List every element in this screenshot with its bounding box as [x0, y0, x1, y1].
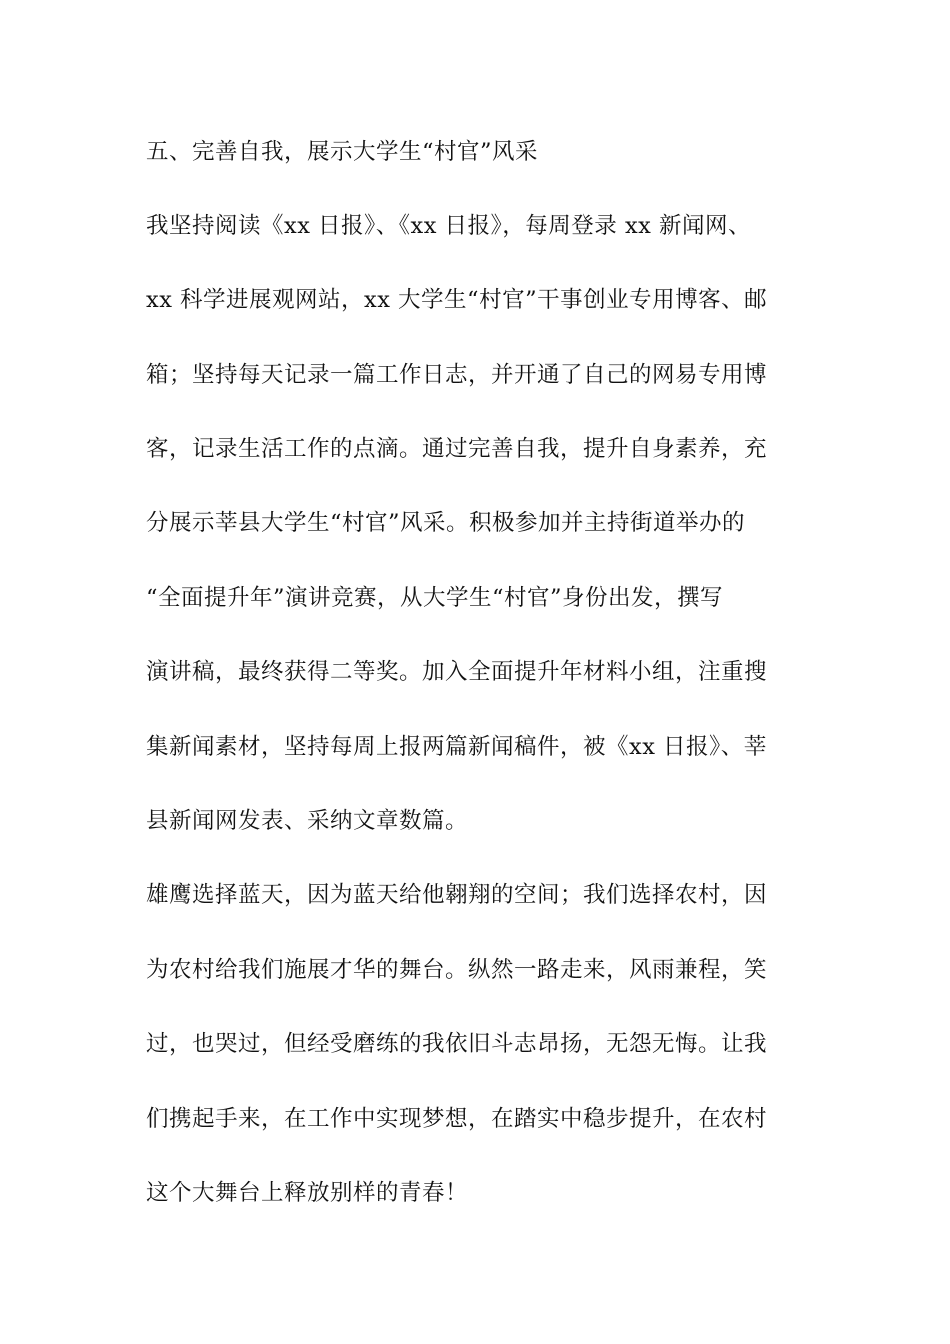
paragraph-2-line-5: 这个大舞台上释放别样的青春！	[146, 1180, 469, 1206]
paragraph-1-line-1: 我坚持阅读《xx 日报》、《xx 日报》，每周登录 xx 新闻网、	[146, 213, 751, 239]
paragraph-2-line-2: 为农村给我们施展才华的舞台。纵然一路走来，风雨兼程，笑	[146, 957, 768, 983]
section-heading: 五、完善自我，展示大学生“村官”风采	[146, 139, 539, 165]
paragraph-1-line-8: 集新闻素材，坚持每周上报两篇新闻稿件，被《xx 日报》、莘	[146, 734, 767, 760]
paragraph-2-line-4: 们携起手来，在工作中实现梦想，在踏实中稳步提升，在农村	[146, 1106, 768, 1132]
paragraph-1-line-3: 箱；坚持每天记录一篇工作日志，并开通了自己的网易专用博	[146, 362, 768, 388]
paragraph-1-line-5: 分展示莘县大学生“村官”风采。积极参加并主持街道举办的	[146, 510, 746, 536]
paragraph-1-line-7: 演讲稿，最终获得二等奖。加入全面提升年材料小组，注重搜	[146, 659, 768, 685]
paragraph-1-line-4: 客，记录生活工作的点滴。通过完善自我，提升自身素养，充	[146, 436, 768, 462]
paragraph-2-line-3: 过，也哭过，但经受磨练的我依旧斗志昂扬，无怨无悔。让我	[146, 1031, 768, 1057]
paragraph-1-line-6: “全面提升年”演讲竞赛，从大学生“村官”身份出发，撰写	[146, 585, 724, 611]
paragraph-1-line-9: 县新闻网发表、采纳文章数篇。	[146, 808, 469, 834]
paragraph-2-line-1: 雄鹰选择蓝天，因为蓝天给他翱翔的空间；我们选择农村，因	[146, 882, 768, 908]
paragraph-1-line-2: xx 科学进展观网站，xx 大学生“村官”干事创业专用博客、邮	[146, 287, 768, 313]
